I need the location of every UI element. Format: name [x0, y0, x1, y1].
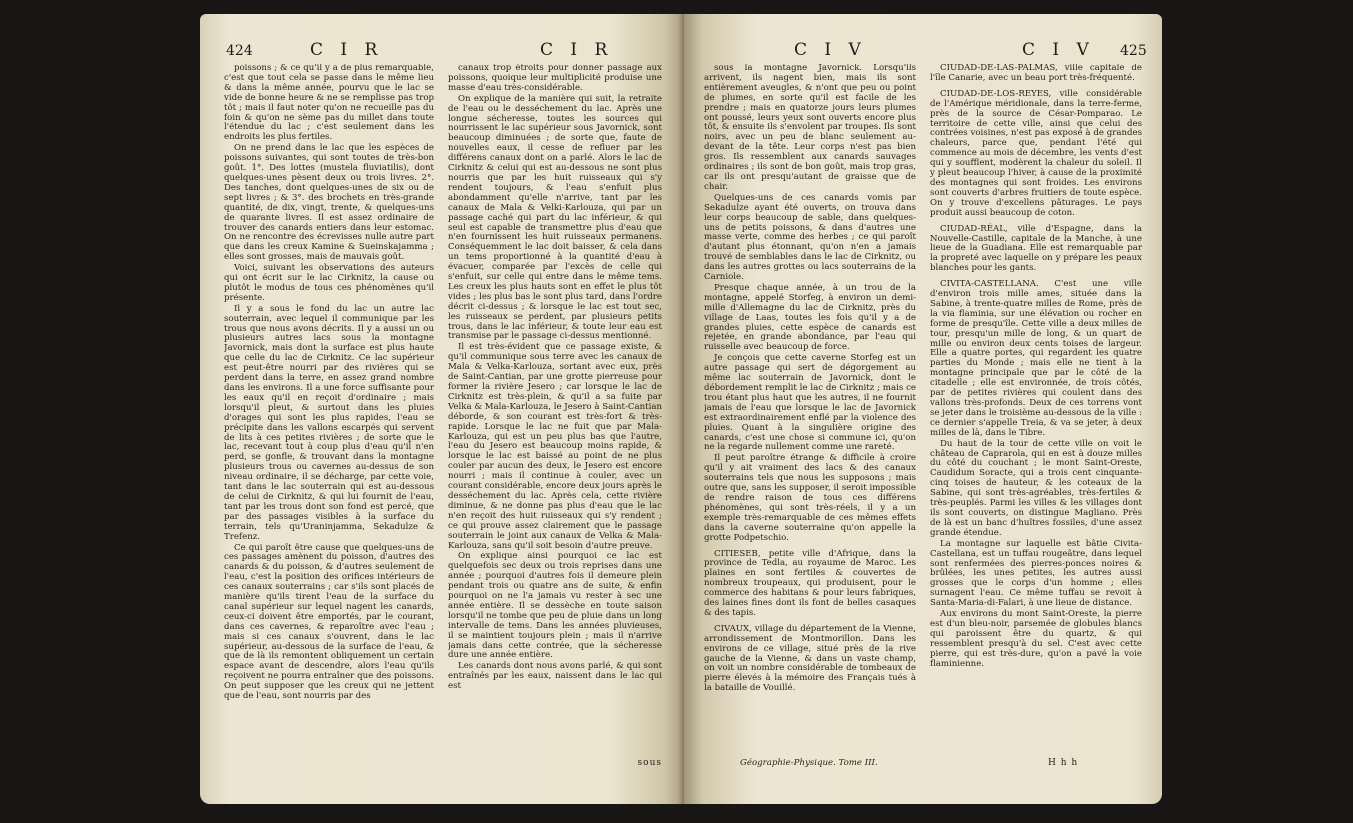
catchword: sous [637, 758, 662, 768]
running-head-left: C I V [794, 40, 867, 60]
entry-ciudad-real: CIUDAD-RÉAL, ville d'Espagne, dans la Nouvelle-Castille, capitale de la Manche, à une lieue de la Guadiana. Elle est remarquable par la propreté avec laquelle on y prépare les peaux blanches pour les gants. [930, 223, 1142, 274]
paragraph: Les canards dont nous avons parlé, & qui sont entraînés par les eaux, naissent dans le lac qui est [448, 661, 662, 692]
paragraph: La montagne sur laquelle est bâtie Civita-Castellana, est un tuffau rougeâtre, dans lequel sont renfermées des pierres-ponces noires & brûlées, les unes petites, les autres aussi grosses que le corps d'un homme ; elles surnagent l'eau. Ce même tuffau se revoit à Santa-Maria-di-Falari, à une lieue de distance. [930, 538, 1142, 609]
page-number: 424 [226, 43, 253, 59]
left-page-header [200, 40, 684, 62]
paragraph: On ne prend dans le lac que les espèces de poissons suivantes, qui sont toutes de très-bon goût. 1°. Des lottes (mustela fluviatilis), dont quelques-unes pèsent deux ou trois livres. 2°. Des tanches, dont quelques-unes de six ou de sept livres ; & 3°. des brochets en très-grande quantité, de dix, vingt, trente, & quelques-uns de quarante livres. Il est assez ordinaire de trouver des canards entiers dans leur estomac. On ne rencontre des écrevisses nulle autre part que dans les creux Kamine & Sueinskajamma ; elles sont grosses, mais de mauvais goût. [224, 143, 434, 263]
paragraph: Presque chaque année, à un trou de la montagne, appelé Storfeg, à environ un demi-mille d'Allemagne du lac de Cirknitz, près du village de Laas, toutes les fois qu'il y a de grandes pluies, cette espèce de canards est rejetée, en grande abondance, par l'eau qui ruisselle avec beaucoup de force. [704, 282, 916, 353]
paragraph: Il y a sous le fond du lac un autre lac souterrain, avec lequel il communique par les trous que nous avons décrits. Il y a aussi un ou plusieurs autres lacs sous la montagne Javornick, mais dont la surface est plus haute que celle du lac de Cirknitz. Ce lac supérieur est peut-être nourri par des rivières qui se perdent dans la terre, en assez grand nombre dans les environs. Il a une force suffisante pour les eaux qu'il en reçoit d'ordinaire ; mais lorsqu'il pleut, & surtout dans les pluies d'orages qui sont les plus rapides, l'eau se précipite dans les vallons escarpés qui servent de lits à ces petites rivières ; de sorte que le lac, recevant tout à coup plus d'eau qu'il n'en perd, se gonfle, & trouvant dans la montagne plusieurs trous ou cavernes au-dessus de son niveau ordinaire, il se décharge, par cette voie, tant dans le lac souterrain qui est au-dessous de celui de Cirknitz, & qui lui fournit de l'eau, tant par les trous dont son fond est percé, que par des passages visibles à la surface du terrain, tels qu'Uraninjamma, Sekadulze & Trefenz. [224, 303, 434, 542]
paragraph: Il peut paroître étrange & difficile à croire qu'il y ait vraiment des lacs & des canaux souterrains tels que nous les supposons ; mais outre que, sans les supposer, il seroit impossible de rendre raison de tous ces différens phénomènes, qui sont très-réels, il y a un exemple très-remarquable de ces mêmes effets dans la caverne souterraine qu'on appelle la grotte Podpetschio. [704, 453, 916, 543]
left-page-column-2 [448, 64, 662, 774]
paragraph: poissons ; & ce qu'il y a de plus remarquable, c'est que tout cela se passe dans le même lieu & dans la même année, pourvu que le lac se vide de bonne heure & ne se remplisse pas trop tôt ; mais il faut noter qu'on ne recueille pas du foin & qu'on ne sème pas du millet dans toute l'étendue du lac ; c'est seulement dans les endroits les plus fertiles. [224, 64, 434, 143]
right-page [684, 14, 1162, 804]
paragraph: Voici, suivant les observations des auteurs qui ont écrit sur le lac Cirknitz, la cause ou plutôt le modus de tous ces phénomènes qu'il présente. [224, 263, 434, 303]
signature-mark: H h h [1048, 758, 1079, 768]
paragraph: canaux trop étroits pour donner passage aux poissons, quoique leur multiplicité produise une masse d'eau très-considérable. [448, 64, 662, 93]
footer-title: Géographie-Physique. Tome III. [740, 758, 878, 768]
right-page-column-2 [930, 64, 1142, 774]
running-head-left: C I R [310, 40, 384, 60]
entry-ciudad-de-los-reyes: CIUDAD-DE-LOS-REYES, ville considérable de l'Amérique méridionale, dans la terre-ferme, près de la source de César-Pomparao. Le territoire de cette ville, ainsi que celui des contrées voisines, n'est pas exposé à de grandes chaleurs, parce que, pendant l'été qui commence au mois de décembre, les vents d'est qui y soufflent, modèrent la chaleur du soleil. Il y pleut beaucoup l'hiver, à cause de la proximité des montagnes qui sont froides. Les environs sont couverts d'arbres fruitiers de toute espèce. On y trouve d'excellens pâturages. Le pays produit aussi beaucoup de coton. [930, 88, 1142, 218]
open-book [200, 14, 1162, 814]
right-page-header [684, 40, 1162, 62]
paragraph: Il est très-évident que ce passage existe, & qu'il communique sous terre avec les canaux de Mala & Velka-Karlouza, sortant avec eux, près de Saint-Cantian, par une grotte pierreuse pour former la rivière Jesero ; car lorsque le lac de Cirknitz est très-plein, & qu'il a sa fuite par Velka & Mala-Karlouza, le Jesero à Saint-Cantian déborde, & son courant est très-fort & très-rapide. Lorsque le lac ne fuit que par Mala-Karlouza, qui est un peu plus bas que l'autre, l'eau du Jesero est beaucoup moins rapide, & lorsque le lac est baissé au point de ne plus couler par aucun des deux, le Jesero est encore nourri ; mais il continue à couler, avec un courant considérable, encore deux jours après le desséchement du lac. Après cela, cette rivière diminue, & ne donne pas plus d'eau que le lac n'en reçoit des huit ruisseaux qui s'y rendent ; ce qui prouve assez clairement que le passage souterrain le joint aux canaux de Velka & Mala-Karlouza, sans qu'il soit besoin d'autre preuve. [448, 342, 662, 551]
left-page-column-1 [224, 64, 434, 774]
paragraph: Je conçois que cette caverne Storfeg est un autre passage qui sert de dégorgement au même lac souterrain de Javornick, dont le débordement remplit le lac de Cirknitz ; mais ce trou étant plus haut que les autres, il ne fournit jamais de l'eau que lorsque le lac de Javornick est extraordinairement enflé par la violence des pluies. Quant à la singulière origine des canards, c'est une chose si commune ici, qu'on ne la regarde nullement comme une rareté. [704, 353, 916, 453]
left-page [200, 14, 684, 804]
entry-civaux: CIVAUX, village du département de la Vienne, arrondissement de Montmorillon. Dans les environs de ce village, situé près de la rive gauche de la Vienne, & dans un vaste champ, on voit un nombre considérable de tombeaux de pierre élevés à la mémoire des Français tués à la bataille de Vouillé. [704, 623, 916, 694]
paragraph: Du haut de la tour de cette ville on voit le château de Caprarola, qui en est à douze milles du côté du couchant ; le mont Saint-Oreste, Caudidum Soracte, qui a trois cent cinquante-cinq toises de hauteur, & les coteaux de la Sabine, qui sont très-agréables, très-fertiles & très-peuplés. Parmi les villes & les villages dont ils sont couverts, on distingue Magliano. Près de là est un banc d'huîtres fossiles, d'une assez grande étendue. [930, 438, 1142, 538]
paragraph: Ce qui paroît être cause que quelques-uns de ces passages amènent du poisson, d'autres des canards & du poisson, & d'autres seulement de l'eau, c'est la position des orifices intérieurs de ces canaux souterrains ; car s'ils sont placés de manière qu'ils tirent l'eau de la surface du canal supérieur sur lequel nagent les canards, ceux-ci doivent être emportés, par le courant, dans ces cavernes, & reparoître avec l'eau ; mais si ces canaux s'ouvrent, dans le lac supérieur, au-dessous de la surface de l'eau, & que de là ils remontent obliquement un certain espace avant de descendre, alors l'eau qu'ils reçoivent ne pourra entraîner que des poissons. On peut supposer que les creux qui ne jettent que de l'eau, sont nourris par des [224, 542, 434, 702]
right-page-column-1 [704, 64, 916, 774]
paragraph: On explique ainsi pourquoi ce lac est quelquefois sec deux ou trois reprises dans une année ; pourquoi d'autres fois il demeure plein pendant trois ou quatre ans de suite, & enfin pourquoi on ne l'a jamais vu rester à sec une année entière. Il se dessèche en toute saison lorsqu'il ne tombe que peu de pluie dans un long intervalle de tems. Dans les années pluvieuses, il se maintient toujours plein ; mais il n'arrive jamais dans cette contrée, que la sécheresse dure une année entière. [448, 551, 662, 661]
paragraph: On explique de la manière qui suit, la retraite de l'eau ou le desséchement du lac. Après une longue sécheresse, toutes les sources qui nourrissent le lac supérieur sous Javornick, sont beaucoup diminuées ; de sorte que, faute de nouvelles eaux, il cesse de refluer par les différens canaux dont on a parlé. Alors le lac de Cirknitz & celui qui est au-dessous ne sont plus nourris que par les huit ruisseaux qui s'y rendent toujours, & l'eau s'enfuit plus abondamment qu'elle n'arrive, tant par les canaux de Mala & Velki-Karlouza, qui par un passage caché qui part du lac inférieur, & qui seul est capable de transmettre plus d'eau que n'en fournissent les huit ruisseaux permanens. Conséquemment le lac doit baisser, & cela dans un tems proportionné à la quantité d'eau à évacuer, comparée par l'excès de celle qui s'enfuit, sur celle qui entre dans le même tems. Les creux les plus hauts sont en effet le plus tôt vides ; les plus bas le sont plus tard, dans l'ordre décrit ci-dessus ; & lorsque le lac est tout sec, les ruisseaux se perdent, par plusieurs petits trous, dans le lac inférieur, & toute leur eau est transmise par le passage ci-dessus mentionné. [448, 93, 662, 342]
entry-ciudad-de-las-palmas: CIUDAD-DE-LAS-PALMAS, ville capitale de l'île Canarie, avec un beau port très-fréquenté. [930, 64, 1142, 83]
entry-citieseb: CITIESEB, petite ville d'Afrique, dans la province de Tedla, au royaume de Maroc. Les plaines en sont fertiles & couvertes de nombreux troupeaux, qui produisent, pour le commerce des habitans & pour leurs fabriques, des laines fines dont ils font de belles casaques & des tapis. [704, 548, 916, 618]
running-head-right: C I V [1022, 40, 1095, 60]
paragraph: Aux environs du mont Saint-Oreste, la pierre est d'un bleu-noir, parsemée de globules blancs qui paroissent être du quartz, & qui ressemblent presqu'à du sel. C'est avec cette pierre, qui est très-dure, qu'on a pavé la voie flaminienne. [930, 609, 1142, 669]
paragraph: Quelques-uns de ces canards vomis par Sekadulze ayant été ouverts, on trouva dans leur corps beaucoup de sable, dans quelques-uns de petits poissons, & dans d'autres une masse verte, comme des herbes ; ce qui paroît d'autant plus étonnant, qu'on n'en a jamais trouvé de semblables dans le lac de Cirknitz, ou dans les autres grottes ou lacs souterrains de la Carniole. [704, 192, 916, 283]
paragraph: sous la montagne Javornick. Lorsqu'ils arrivent, ils nagent bien, mais ils sont entièrement aveugles, & n'ont que peu ou point de plumes, en sorte qu'il est facile de les prendre ; mais en quatorze jours leurs plumes ont poussé, leurs yeux sont ouverts encore plus tôt, & ensuite ils s'envolent par troupes. Ils sont noirs, avec un peu de blanc seulement au-devant de la tête. Leur corps n'est pas bien gros. Ils ressemblent aux canards sauvages ordinaires ; ils sont de bon goût, mais trop gras, car ils ont presqu'autant de graisse que de chair. [704, 64, 916, 192]
entry-civita-castellana: CIVITA-CASTELLANA. C'est une ville d'environ trois mille ames, située dans la Sabine, à trente-quatre milles de Rome, près de la via flaminia, sur une élévation ou rocher en forme de presqu'île. Cette ville a deux milles de tour, presqu'un mille de long, & un quart de mille ou environ deux cents toises de largeur. Elle a quatre portes, qui regardent les quatre parties du Monde ; mais elle ne tient à la montagne principale que par le côté de la citadelle ; elle est environnée, de trois côtés, par de petites rivières qui coulent dans des vallons très-profonds. Deux de ces torrens vont se jeter dans le troisième au-dessous de la ville : ce dernier s'appelle Treia, & va se jeter, à deux milles de là, dans le Tibre. [930, 279, 1142, 438]
page-number: 425 [1120, 43, 1147, 59]
running-head-right: C I R [540, 40, 614, 60]
